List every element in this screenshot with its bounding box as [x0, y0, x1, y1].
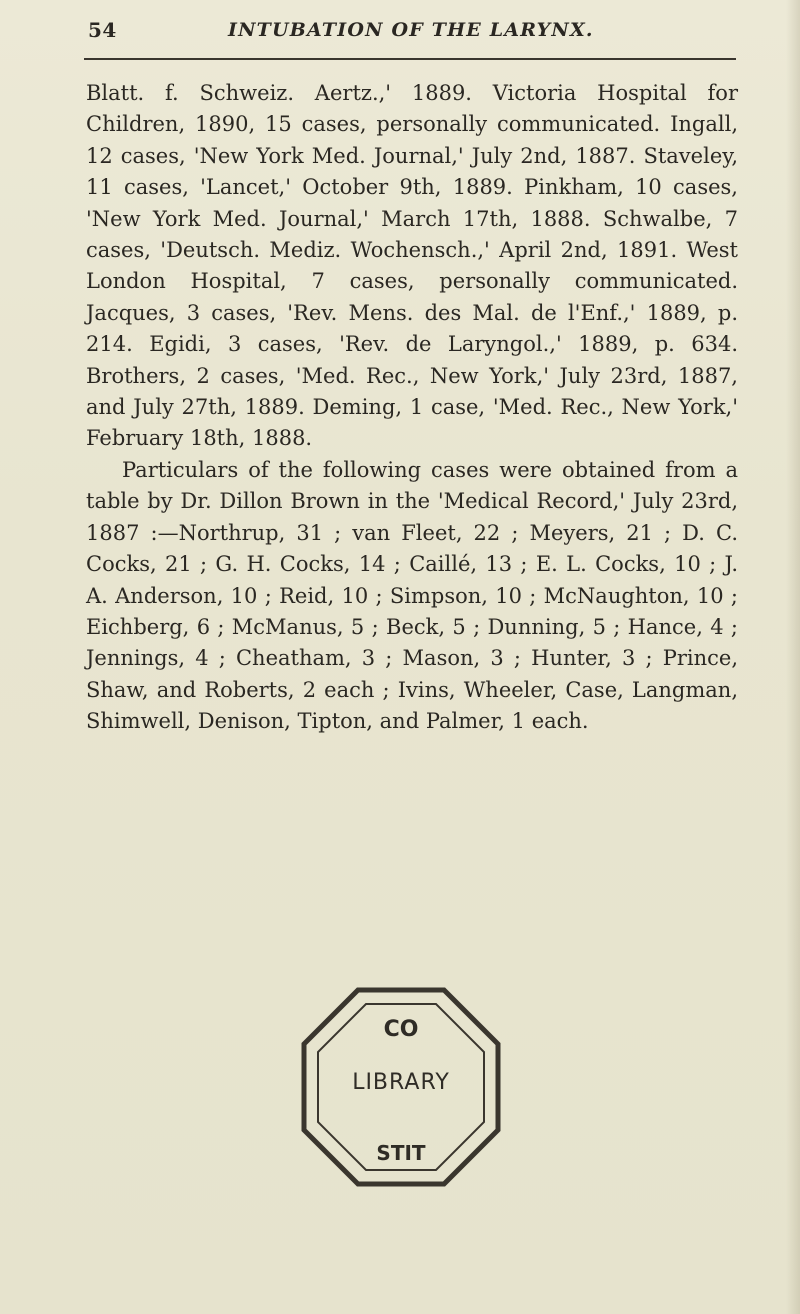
paragraph-particulars: Particulars of the following cases were obtained from a table by Dr. Dillon Brown in the 'Medical Record,' July 23rd, 1887 :—Northrup, 31 ; van Fleet, 22 ; Meyers, 21 ; D. C. Cocks, 21 ; G. H. Cocks, 14 ; Caillé, 13 ; E. L. Cocks, 10 ; J. A. Anderson, 10 ; Reid, 10 ; Simpson, 10 ; McNaughton, 10 ; Eichberg, 6 ; McManus, 5 ; Beck, 5 ; Dunning, 5 ; Hance, 4 ; Jennings, 4 ; Cheatham, 3 ; Mason, 3 ; Hunter, 3 ; Prince, Shaw, and Roberts, 2 each ; Ivins, Wheeler, Case, Langman, Shimwell, Denison, Tipton, and Palmer, 1 each. — [86, 457, 738, 734]
header-rule — [84, 58, 736, 60]
stamp-ring-text-top: CO — [383, 1017, 419, 1042]
running-title: INTUBATION OF THE LARYNX. — [228, 19, 594, 41]
library-stamp — [296, 982, 506, 1192]
page-edge-shadow — [786, 0, 800, 1314]
body-text — [86, 78, 738, 738]
paragraph-references: Blatt. f. Schweiz. Aertz.,' 1889. Victoria Hospital for Children, 1890, 15 cases, personally communicated. Ingall, 12 cases, 'New York Med. Journal,' July 2nd, 1887. Staveley, 11 cases, 'Lancet,' October 9th, 1889. Pinkham, 10 cases, 'New York Med. Journal,' March 17th, 1888. Schwalbe, 7 cases, 'Deutsch. Mediz. Wochensch.,' April 2nd, 1891. West London Hospital, 7 cases, personally communicated. Jacques, 3 cases, 'Rev. Mens. des Mal. de l'Enf.,' 1889, p. 214. Egidi, 3 cases, 'Rev. de Laryngol.,' 1889, p. 634. Brothers, 2 cases, 'Med. Rec., New York,' July 23rd, 1887, and July 27th, 1889. Deming, 1 case, 'Med. Rec., New York,' February 18th, 1888. — [86, 81, 738, 451]
page-number: 54 — [88, 18, 117, 42]
stamp-ring-text-bottom: STIT — [376, 1141, 426, 1165]
running-head — [88, 18, 728, 50]
stamp-label: LIBRARY — [352, 1070, 450, 1095]
